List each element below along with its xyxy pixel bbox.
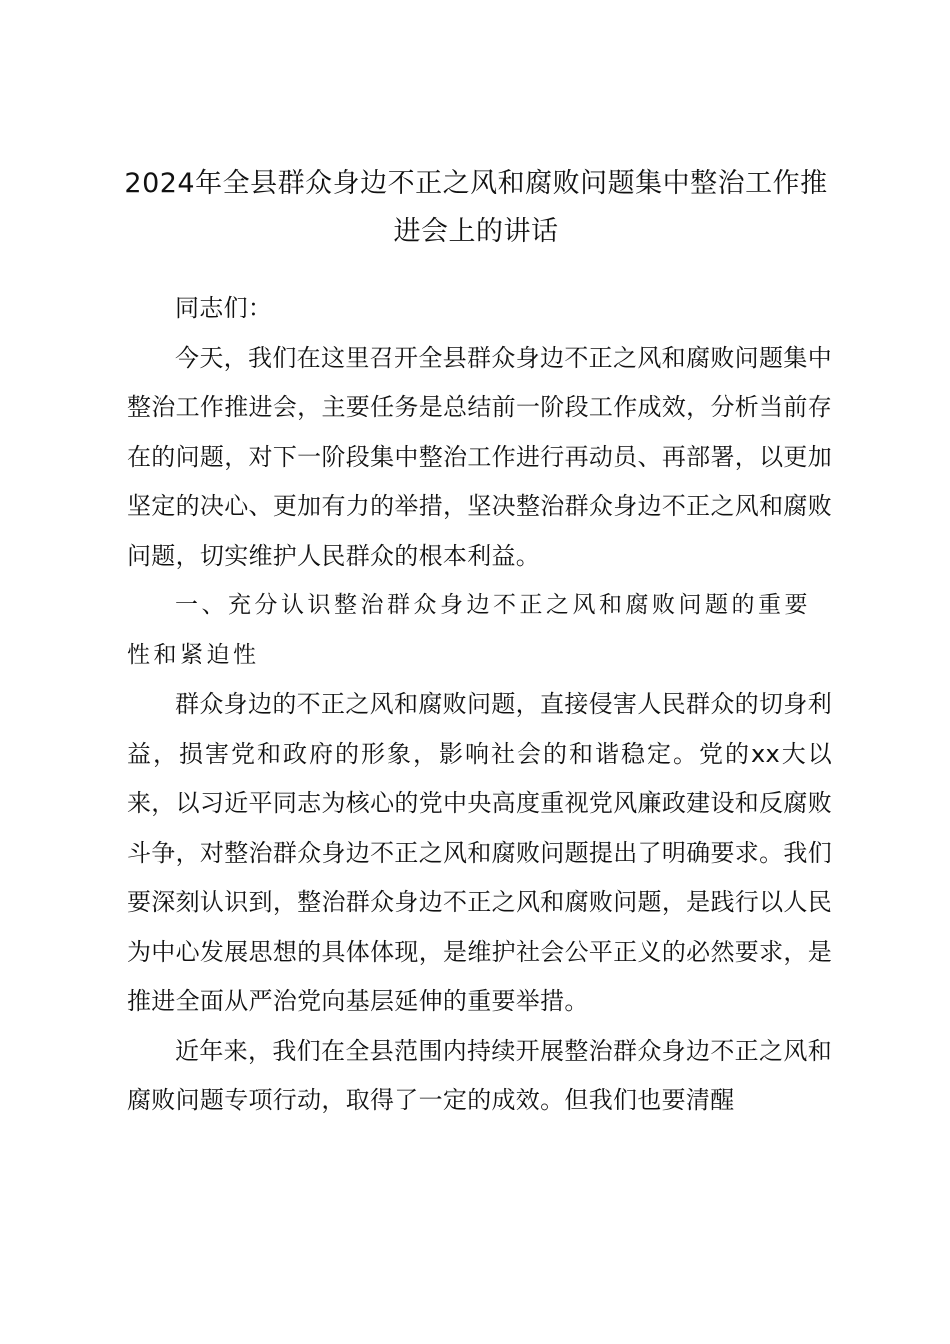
- document-body: [127, 284, 832, 1126]
- salutation: 同志们：: [175, 294, 273, 322]
- body-paragraph: 今天，我们在这里召开全县群众身边不正之风和腐败问题集中整治工作推进会，主要任务是总结前一阶段工作成效，分析当前存在的问题，对下一阶段集中整治工作进行再动员、再部署，以更加坚定的决心、更加有力的举措，坚决整治群众身边不正之风和腐败问题，切实维护人民群众的根本利益。: [127, 343, 832, 570]
- section-heading: 一、充分认识整治群众身边不正之风和腐败问题的重要性和紧迫性: [127, 592, 811, 668]
- body-paragraph: 群众身边的不正之风和腐败问题，直接侵害人民群众的切身利益，损害党和政府的形象，影响社会的和谐稳定。党的xx大以来，以习近平同志为核心的党中央高度重视党风廉政建设和反腐败斗争，对整治群众身边不正之风和腐败问题提出了明确要求。我们要深刻认识到，整治群众身边不正之风和腐败问题，是践行以人民为中心发展思想的具体体现，是维护社会公平正义的必然要求，是推进全面从严治党向基层延伸的重要举措。: [127, 690, 832, 1015]
- body-paragraph: 近年来，我们在全县范围内持续开展整治群众身边不正之风和腐败问题专项行动，取得了一定的成效。但我们也要清醒: [127, 1036, 832, 1114]
- document-title: 2024年全县群众身边不正之风和腐败问题集中整治工作推进会上的讲话: [124, 168, 828, 247]
